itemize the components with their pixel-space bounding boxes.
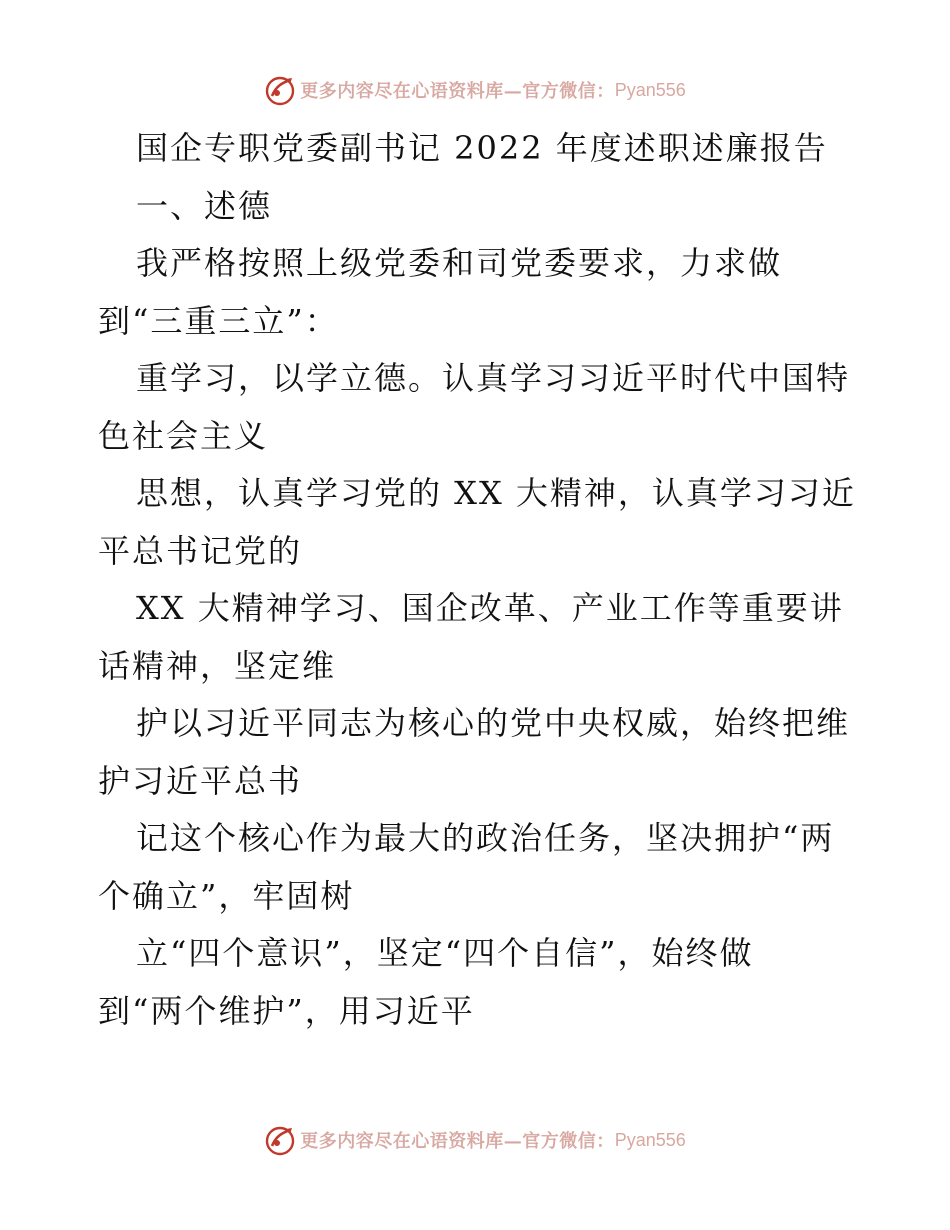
header-watermark-handle: Pyan556 (614, 79, 686, 100)
paragraph-line: 话精神，坚定维 (98, 646, 337, 685)
document-title: 国企专职党委副书记 2022 年度述职述廉报告 (136, 129, 828, 167)
library-logo-icon (264, 1124, 296, 1156)
paragraph-line: 护习近平总书 (98, 761, 303, 800)
paragraph-line: 平总书记党的 (98, 531, 303, 570)
footer-watermark-text: 更多内容尽在心语资料库—官方微信： (300, 1131, 615, 1152)
paragraph-line: XX 大精神学习、国企改革、产业工作等重要讲 (136, 589, 844, 627)
paragraph-line: 个确立”，牢固树 (98, 876, 355, 915)
paragraph-line: 到“三重三立”： (98, 301, 339, 340)
footer-watermark-handle: Pyan556 (614, 1129, 686, 1150)
paragraph-line: 护以习近平同志为核心的党中央权威，始终把维 (136, 704, 851, 742)
document-body (98, 120, 858, 1040)
paragraph-line: 重学习，以学立德。认真学习习近平时代中国特 (136, 359, 851, 397)
footer-watermark-banner (0, 1120, 950, 1160)
section-heading: 一、述德 (136, 186, 273, 225)
paragraph-line: 到“两个维护”，用习近平 (98, 991, 475, 1030)
paragraph-line: 思想，认真学习党的 XX 大精神，认真学习习近 (136, 474, 856, 512)
header-watermark-banner (0, 70, 950, 110)
header-watermark-text: 更多内容尽在心语资料库—官方微信： (300, 81, 615, 102)
paragraph-line: 立“四个意识”，坚定“四个自信”，始终做 (136, 934, 754, 972)
paragraph-line: 色社会主义 (98, 416, 269, 455)
library-logo-icon (264, 74, 296, 106)
paragraph-line: 我严格按照上级党委和司党委要求，力求做 (136, 244, 783, 282)
paragraph-line: 记这个核心作为最大的政治任务，坚决拥护“两 (136, 819, 835, 857)
